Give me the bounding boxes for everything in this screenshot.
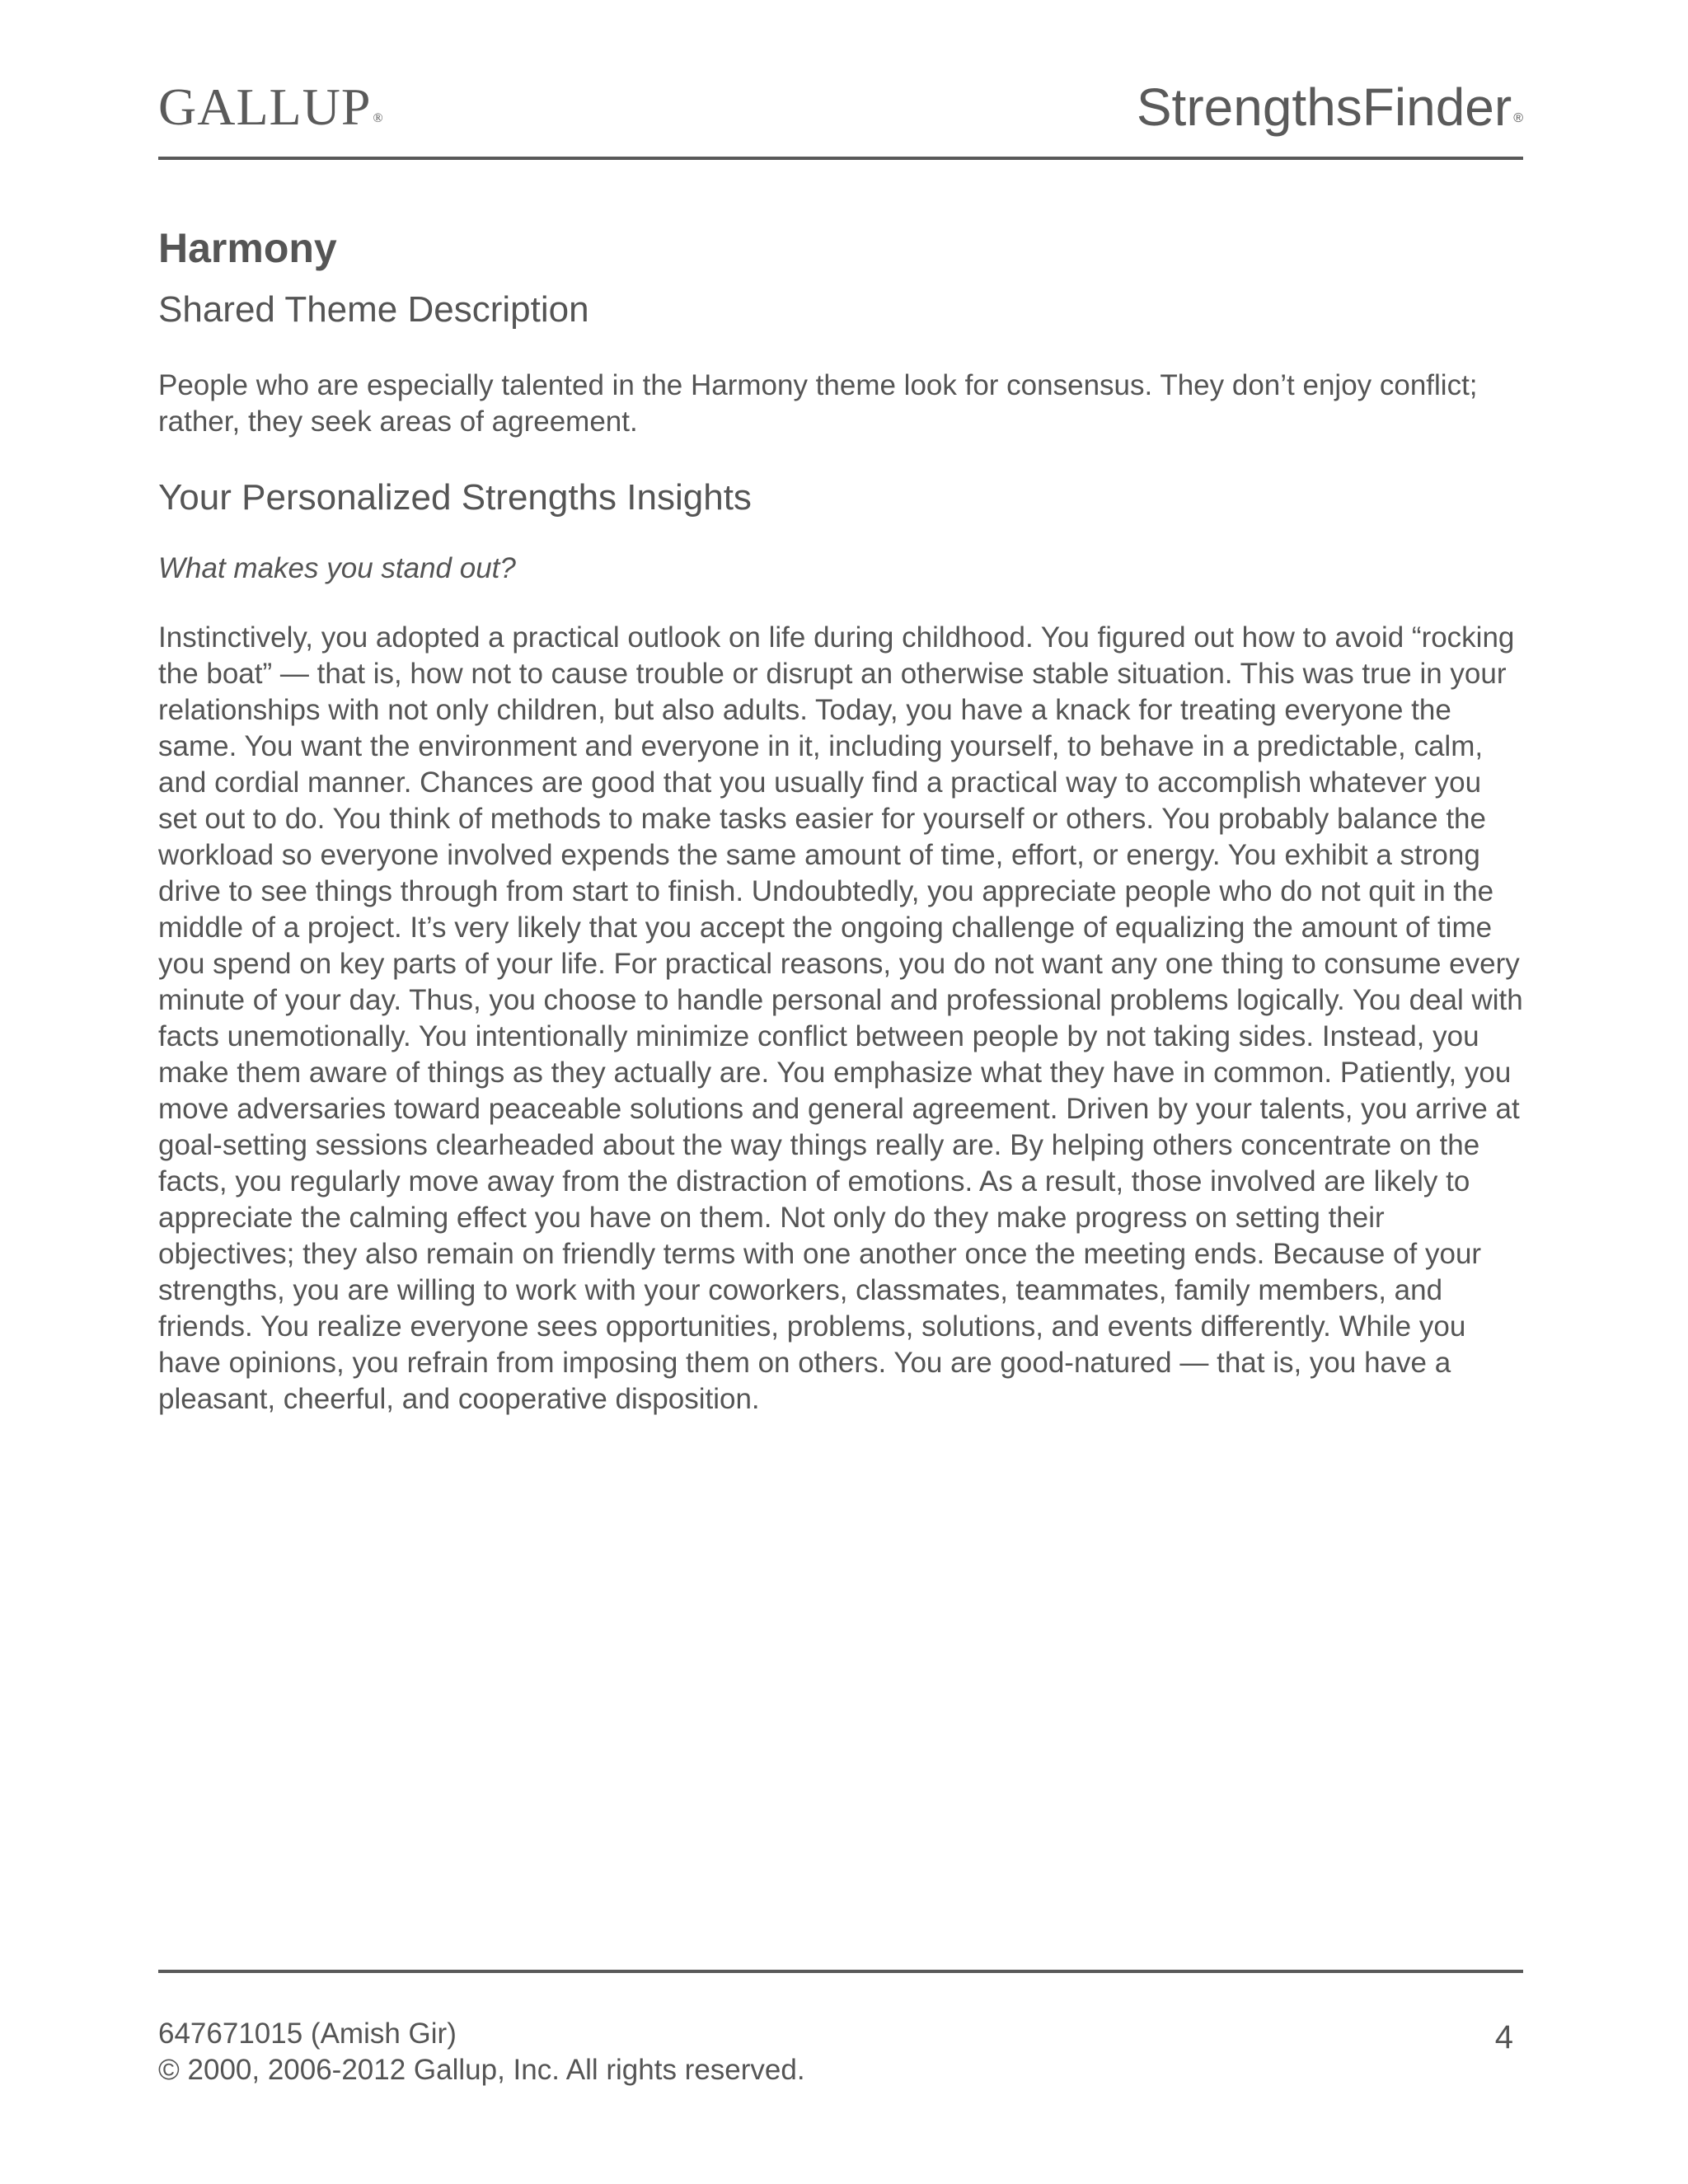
- gallup-registered-mark: ®: [373, 111, 384, 125]
- main-content: [158, 221, 1523, 1418]
- page-header: [158, 74, 1523, 157]
- respondent-id: 647671015 (Amish Gir): [158, 2018, 457, 2050]
- personalized-insights-heading: Your Personalized Strengths Insights: [158, 477, 752, 518]
- strengthsfinder-registered-mark: ®: [1513, 111, 1523, 125]
- footer-divider: [158, 1970, 1523, 1973]
- strengthsfinder-logo: [1137, 74, 1523, 140]
- page-footer: [158, 2016, 1523, 2088]
- personalized-insights-body: Instinctively, you adopted a practical outlook on life during childhood. You figured out how to avoid “rocking the boat” — that is, how not to cause trouble or disrupt an otherwise stable situation. This was true in your relationships with not only children, but also adults. Today, you have a knack for treating everyone the same. You want the environment and everyone in it, including yourself, to behave in a predictable, calm, and cordial manner. Chances are good that you usually find a practical way to accomplish whatever you set out to do. You think of methods to make tasks easier for yourself or others. You probably balance the workload so everyone involved expends the same amount of time, effort, or energy. You exhibit a strong drive to see things through from start to finish. Undoubtedly, you appreciate people who do not quit in the middle of a project. It’s very likely that you accept the ongoing challenge of equalizing the amount of time you spend on key parts of your life. For practical reasons, you do not want any one thing to consume every minute of your day. Thus, you choose to handle personal and professional problems logically. You deal with facts unemotionally. You intentionally minimize conflict between people by not taking sides. Instead, you make them aware of things as they actually are. You emphasize what they have in common. Patiently, you move adversaries toward peaceable solutions and general agreement. Driven by your talents, you arrive at goal-setting sessions clearheaded about the way things really are. By helping others concentrate on the facts, you regularly move away from the distraction of emotions. As a result, those involved are likely to appreciate the calming effect you have on them. Not only do they make progress on setting their objectives; they also remain on friendly terms with one another once the meeting ends. Because of your strengths, you are willing to work with your coworkers, classmates, teammates, family members, and friends. You realize everyone sees opportunities, problems, solutions, and events differently. While you have opinions, you refrain from imposing them on others. You are good-natured — that is, you have a pleasant, cheerful, and cooperative disposition.: [158, 621, 1523, 1415]
- copyright-notice: © 2000, 2006-2012 Gallup, Inc. All rights reserved.: [158, 2054, 805, 2086]
- strengthsfinder-logo-text: StrengthsFinder: [1136, 77, 1512, 137]
- shared-theme-heading: Shared Theme Description: [158, 289, 589, 330]
- shared-theme-description: People who are especially talented in the Harmony theme look for consensus. They don’t enjoy conflict; rather, they seek areas of agreement.: [158, 369, 1478, 438]
- page-number: 4: [1494, 2019, 1513, 2055]
- gallup-logo-text: GALLUP: [158, 77, 372, 136]
- gallup-logo: [158, 74, 384, 140]
- theme-title: Harmony: [158, 225, 337, 271]
- header-divider: [158, 157, 1523, 160]
- stand-out-question: What makes you stand out?: [158, 552, 516, 584]
